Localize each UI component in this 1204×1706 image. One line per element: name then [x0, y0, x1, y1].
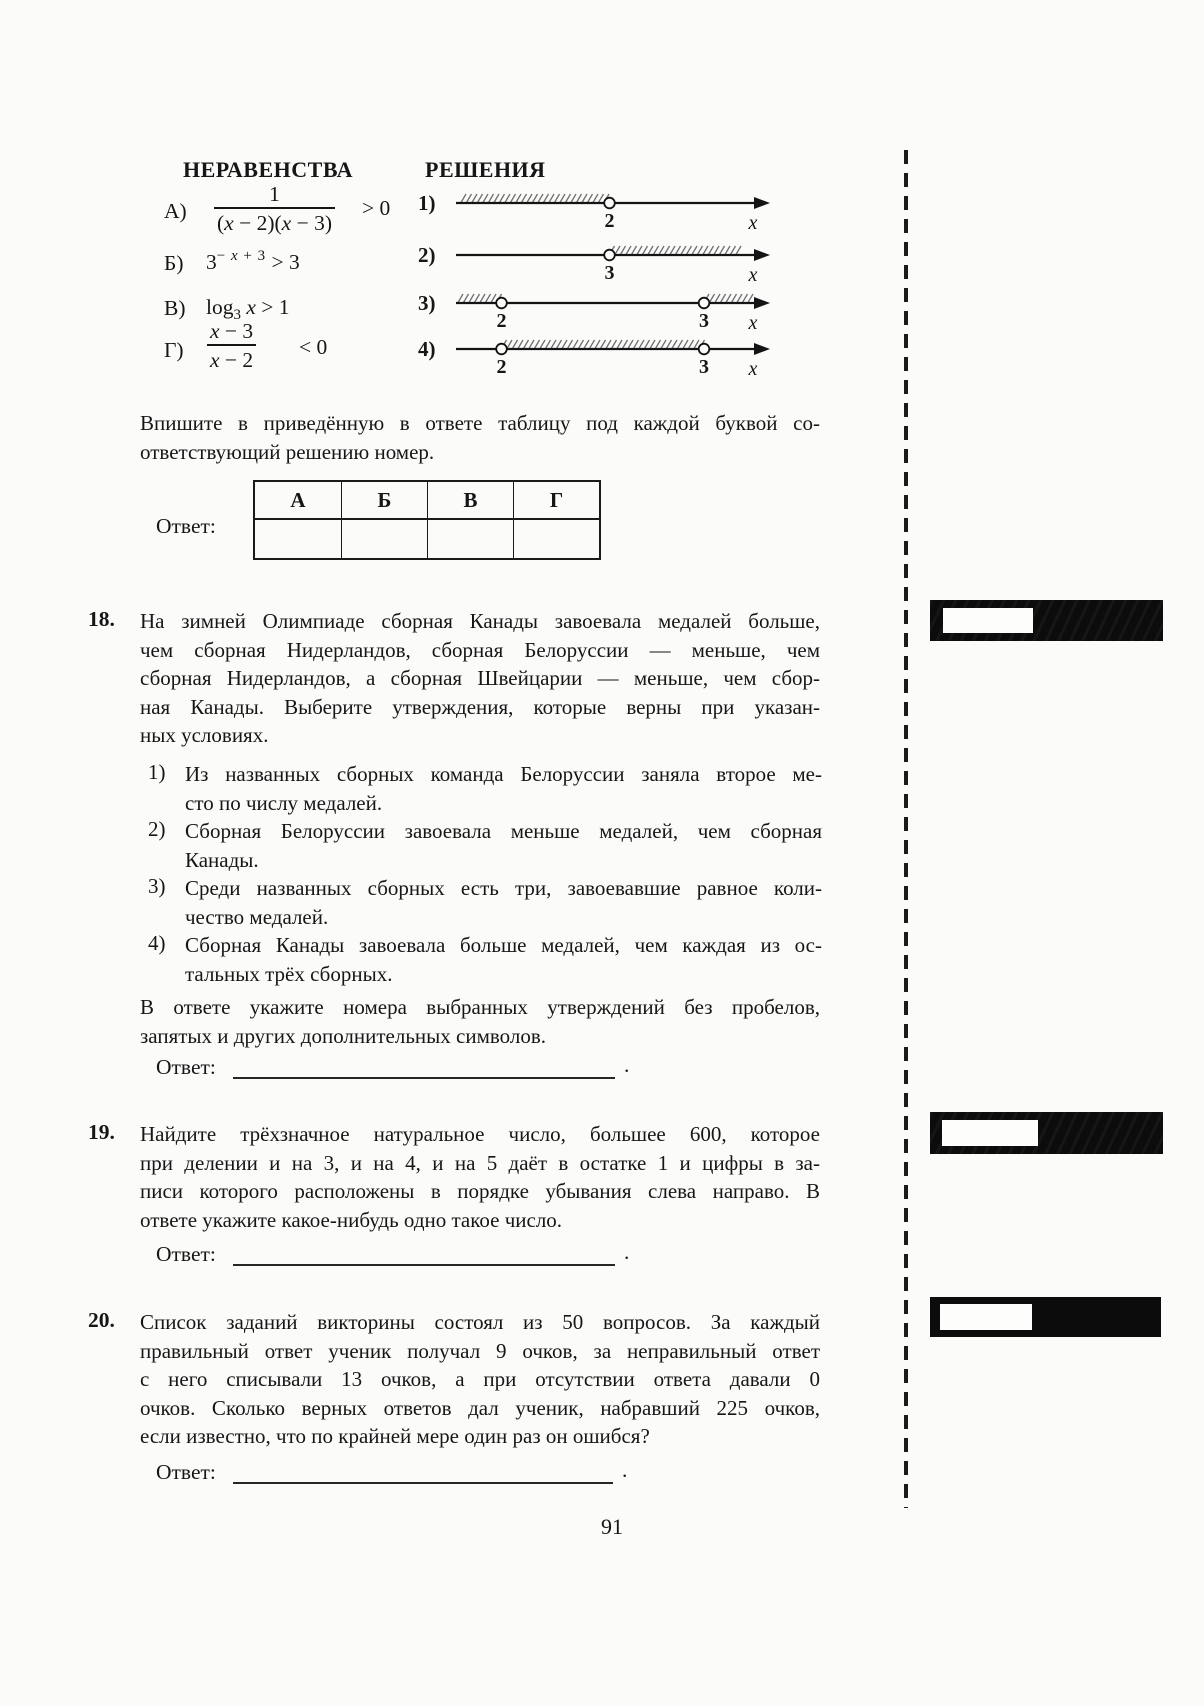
- hatch-mark: [549, 194, 554, 203]
- fraction-numerator: x − 3: [210, 319, 254, 343]
- number-line-axis: [452, 238, 782, 286]
- answer-window: [940, 1304, 1032, 1330]
- hatch-mark: [518, 340, 523, 349]
- hatch-mark: [467, 194, 472, 203]
- hatch-mark: [659, 246, 664, 255]
- inequality-a-expression: [214, 181, 335, 236]
- hatch-mark: [615, 246, 620, 255]
- hatch-mark: [634, 340, 639, 349]
- answer-blank-line[interactable]: [233, 1482, 613, 1484]
- hatch-mark: [516, 194, 521, 203]
- hatch-mark: [626, 246, 631, 255]
- point-value-label: 3: [699, 356, 709, 378]
- hatch-mark: [689, 340, 694, 349]
- number-line-row: [418, 332, 782, 380]
- point-value-label: 2: [496, 310, 507, 332]
- fraction-denominator: (x − 2)(x − 3): [214, 207, 335, 236]
- hatch-mark: [617, 340, 622, 349]
- page-number: 91: [601, 1514, 623, 1539]
- statement-line: чем сборная Нидерландов, сборная Белоруссии — меньше, чем: [140, 637, 820, 662]
- hatch-mark: [538, 194, 543, 203]
- point-value-label: 3: [699, 310, 709, 332]
- hatch-mark: [670, 246, 675, 255]
- statement-line: писи которого расположены в порядке убывания слева направо. В: [140, 1179, 820, 1203]
- matching-answer-table: [253, 480, 601, 560]
- hatch-mark: [461, 194, 466, 203]
- hatch-mark: [505, 194, 510, 203]
- hatch-mark: [500, 194, 505, 203]
- hatch-mark: [672, 340, 677, 349]
- margin-dashed-line: [904, 150, 908, 1508]
- hatch-mark: [535, 340, 540, 349]
- hatch-mark: [748, 294, 753, 303]
- hatch-mark: [601, 340, 606, 349]
- statement-line: сборная Нидерландов, а сборная Швейцарии — меньше, чем сбор-: [140, 666, 820, 690]
- hatch-mark: [469, 294, 474, 303]
- closing-line: В ответе укажите номера выбранных утверждений без пробелов,: [140, 995, 820, 1019]
- open-point: [496, 298, 507, 309]
- log-function: log: [206, 295, 234, 319]
- hatch-mark: [645, 340, 650, 349]
- statement-line: с него списывали 13 очков, а при отсутствии ответа давали 0: [140, 1367, 820, 1391]
- hatch-mark: [529, 340, 534, 349]
- solution-number-label: 4): [418, 337, 436, 361]
- answer-label: Ответ:: [156, 1055, 216, 1079]
- inequality-b-relation: > 3: [271, 250, 300, 274]
- solution-number-label: 3): [418, 291, 436, 315]
- choice-line: Сборная Канады завоевала больше медалей, чем каждая из ос-: [185, 933, 822, 957]
- margin-answer-box-3: [930, 1297, 1161, 1337]
- hatch-mark: [491, 294, 496, 303]
- table-answer-cell-a[interactable]: [255, 520, 341, 558]
- margin-answer-box-1: [930, 600, 1163, 641]
- power-exponent: − x + 3: [216, 248, 267, 264]
- open-point: [604, 250, 615, 261]
- hatch-mark: [584, 340, 589, 349]
- statement-line: ных условиях.: [140, 723, 269, 747]
- hatch-mark: [654, 246, 659, 255]
- fraction: [214, 181, 335, 236]
- hatch-mark: [665, 246, 670, 255]
- solution-number-label: 2): [418, 243, 436, 267]
- inequalities-header: НЕРАВЕНСТВА: [183, 157, 353, 182]
- statement-line: ответе укажите какое-нибудь одно такое число.: [140, 1207, 563, 1232]
- inequality-label-a: А): [164, 199, 187, 223]
- statement-line: если известно, что по крайней мере один раз он ошибся?: [140, 1424, 650, 1448]
- choice-line: Канады.: [185, 847, 259, 872]
- answer-period: .: [624, 1240, 630, 1264]
- instruction-line: Впишите в приведённую в ответе таблицу под каждой буквой со-: [140, 411, 820, 435]
- number-line-row: [418, 186, 782, 234]
- inequality-v-expression: [206, 295, 290, 323]
- answer-window: [942, 1120, 1038, 1146]
- hatch-mark: [588, 194, 593, 203]
- open-point: [699, 298, 710, 309]
- hatch-mark: [522, 194, 527, 203]
- log-argument: x: [246, 295, 256, 319]
- hatch-mark: [571, 194, 576, 203]
- statement-line: при делении и на 3, и на 4, и на 5 даёт в остатке 1 и цифры в за-: [140, 1150, 820, 1175]
- statement-line: Найдите трёхзначное натуральное число, большее 600, которое: [140, 1122, 820, 1146]
- axis-arrowhead: [754, 343, 770, 355]
- answer-blank-line[interactable]: [233, 1077, 615, 1079]
- solutions-header: РЕШЕНИЯ: [425, 157, 546, 182]
- hatch-mark: [555, 194, 560, 203]
- hatch-mark: [650, 340, 655, 349]
- hatch-mark: [683, 340, 688, 349]
- hatch-mark: [546, 340, 551, 349]
- point-value-label: 3: [604, 262, 615, 284]
- hatch-mark: [458, 294, 463, 303]
- choice-marker: 4): [148, 931, 166, 955]
- hatch-mark: [489, 194, 494, 203]
- table-answer-cell-g[interactable]: [513, 520, 599, 558]
- hatch-mark: [566, 194, 571, 203]
- hatch-mark: [661, 340, 666, 349]
- hatch-mark: [478, 194, 483, 203]
- choice-line: тальных трёх сборных.: [185, 961, 393, 986]
- choice-line: сто по числу медалей.: [185, 790, 383, 815]
- hatch-mark: [599, 194, 604, 203]
- inequality-b-expression: [206, 250, 300, 275]
- hatch-mark: [524, 340, 529, 349]
- hatch-mark: [743, 294, 748, 303]
- table-header-b: Б: [341, 482, 427, 520]
- choice-marker: 3): [148, 874, 166, 898]
- table-header-a: А: [255, 482, 341, 520]
- hatch-mark: [678, 340, 683, 349]
- answer-period: .: [622, 1458, 628, 1482]
- hatch-mark: [590, 340, 595, 349]
- hatch-mark: [720, 246, 725, 255]
- hatch-mark: [623, 340, 628, 349]
- open-point: [604, 198, 615, 209]
- closing-line: запятых и других дополнительных символов.: [140, 1023, 547, 1048]
- hatch-mark: [579, 340, 584, 349]
- hatch-mark: [715, 294, 720, 303]
- hatch-mark: [560, 194, 565, 203]
- choice-line: чество медалей.: [185, 904, 329, 929]
- choice-line: Из названных сборных команда Белоруссии заняла второе ме-: [185, 762, 822, 786]
- statement-line: ная Канады. Выберите утверждения, которые верны при указан-: [140, 694, 820, 719]
- hatch-mark: [692, 246, 697, 255]
- answer-label: Ответ:: [156, 1460, 216, 1484]
- hatch-mark: [533, 194, 538, 203]
- inequality-label-v: В): [164, 296, 186, 320]
- table-answer-cell-v[interactable]: [427, 520, 513, 558]
- axis-variable-label: x: [748, 358, 758, 380]
- problem-statement: [140, 1308, 820, 1451]
- log-base: 3: [233, 307, 241, 323]
- problem-number: 18.: [88, 607, 115, 631]
- answer-window: [943, 608, 1033, 633]
- matching-instruction: [140, 409, 820, 466]
- power-base: 3: [206, 250, 217, 274]
- hatch-mark: [726, 294, 731, 303]
- hatch-mark: [540, 340, 545, 349]
- answer-period: .: [624, 1053, 630, 1077]
- hatch-mark: [621, 246, 626, 255]
- hatch-mark: [527, 194, 532, 203]
- hatch-mark: [736, 246, 741, 255]
- inequality-g-relation: < 0: [299, 335, 328, 359]
- hatch-mark: [731, 246, 736, 255]
- open-point: [496, 344, 507, 355]
- number-line-axis: [452, 332, 782, 380]
- number-line-row: [418, 238, 782, 286]
- open-point: [699, 344, 710, 355]
- number-lines: [418, 186, 798, 401]
- hatch-mark: [511, 194, 516, 203]
- hatch-mark: [656, 340, 661, 349]
- hatch-mark: [593, 194, 598, 203]
- fraction-numerator: 1: [269, 182, 280, 206]
- hatch-mark: [725, 246, 730, 255]
- axis-variable-label: x: [748, 264, 758, 286]
- hatch-mark: [475, 294, 480, 303]
- hatch-mark: [710, 294, 715, 303]
- hatch-mark: [732, 294, 737, 303]
- choice-line: Среди названных сборных есть три, завоевавшие равное коли-: [185, 876, 822, 900]
- choice-line: Сборная Белоруссии завоевала меньше медалей, чем сборная: [185, 819, 822, 843]
- hatch-mark: [483, 194, 488, 203]
- number-line-axis: [452, 286, 782, 334]
- hatch-mark: [703, 246, 708, 255]
- hatch-mark: [480, 294, 485, 303]
- axis-arrowhead: [754, 297, 770, 309]
- hatch-mark: [721, 294, 726, 303]
- fraction: [206, 318, 257, 373]
- hatch-mark: [507, 340, 512, 349]
- axis-arrowhead: [754, 249, 770, 261]
- hatch-mark: [551, 340, 556, 349]
- hatch-mark: [639, 340, 644, 349]
- choice-marker: 1): [148, 760, 166, 784]
- hatch-mark: [632, 246, 637, 255]
- point-value-label: 2: [496, 356, 507, 378]
- inequality-label-b: Б): [164, 251, 184, 275]
- statement-line: На зимней Олимпиаде сборная Канады завоевала медалей больше,: [140, 609, 820, 633]
- hatch-mark: [582, 194, 587, 203]
- hatch-mark: [643, 246, 648, 255]
- problem-statement: [140, 607, 820, 750]
- hatch-mark: [606, 340, 611, 349]
- statement-line: Список заданий викторины состоял из 50 вопросов. За каждый: [140, 1310, 820, 1334]
- hatch-mark: [513, 340, 518, 349]
- margin-answer-box-2: [930, 1112, 1163, 1154]
- choice-list: [148, 760, 822, 988]
- axis-arrowhead: [754, 197, 770, 209]
- answer-label: Ответ:: [156, 1242, 216, 1266]
- inequality-v-relation: > 1: [261, 295, 290, 319]
- problem-statement: [140, 1120, 820, 1234]
- hatch-mark: [628, 340, 633, 349]
- number-line-row: [418, 286, 782, 334]
- hatch-mark: [486, 294, 491, 303]
- axis-variable-label: x: [748, 312, 758, 334]
- fraction-denominator: x − 2: [207, 344, 256, 373]
- hatch-mark: [637, 246, 642, 255]
- inequality-a-relation: > 0: [362, 196, 391, 220]
- table-header-v: В: [427, 482, 513, 520]
- hatch-mark: [648, 246, 653, 255]
- inequality-g-expression: [206, 318, 257, 373]
- hatch-mark: [577, 194, 582, 203]
- point-value-label: 2: [604, 210, 615, 232]
- hatch-mark: [687, 246, 692, 255]
- answer-blank-line[interactable]: [233, 1264, 615, 1266]
- statement-line: очков. Сколько верных ответов дал ученик, набравший 225 очков,: [140, 1395, 820, 1420]
- hatch-mark: [573, 340, 578, 349]
- hatch-mark: [544, 194, 549, 203]
- hatch-mark: [494, 194, 499, 203]
- instruction-line: ответствующий решению номер.: [140, 439, 435, 464]
- hatch-mark: [676, 246, 681, 255]
- hatch-mark: [557, 340, 562, 349]
- problem-closing: [140, 993, 820, 1050]
- solution-number-label: 1): [418, 191, 436, 215]
- hatch-mark: [698, 246, 703, 255]
- hatch-mark: [562, 340, 567, 349]
- hatch-mark: [714, 246, 719, 255]
- inequality-label-g: Г): [164, 338, 184, 362]
- statement-line: правильный ответ ученик получал 9 очков, за неправильный ответ: [140, 1338, 820, 1363]
- table-answer-cell-b[interactable]: [341, 520, 427, 558]
- hatch-mark: [709, 246, 714, 255]
- hatch-mark: [667, 340, 672, 349]
- hatch-mark: [472, 194, 477, 203]
- problem-number: 20.: [88, 1308, 115, 1332]
- choice-marker: 2): [148, 817, 166, 841]
- hatch-mark: [595, 340, 600, 349]
- hatch-mark: [681, 246, 686, 255]
- hatch-mark: [464, 294, 469, 303]
- number-line-axis: [452, 186, 782, 234]
- table-answer-label: Ответ:: [156, 514, 216, 538]
- problem-number: 19.: [88, 1120, 115, 1144]
- hatch-mark: [568, 340, 573, 349]
- table-header-g: Г: [513, 482, 599, 520]
- axis-variable-label: x: [748, 212, 758, 234]
- hatch-mark: [612, 340, 617, 349]
- hatch-mark: [737, 294, 742, 303]
